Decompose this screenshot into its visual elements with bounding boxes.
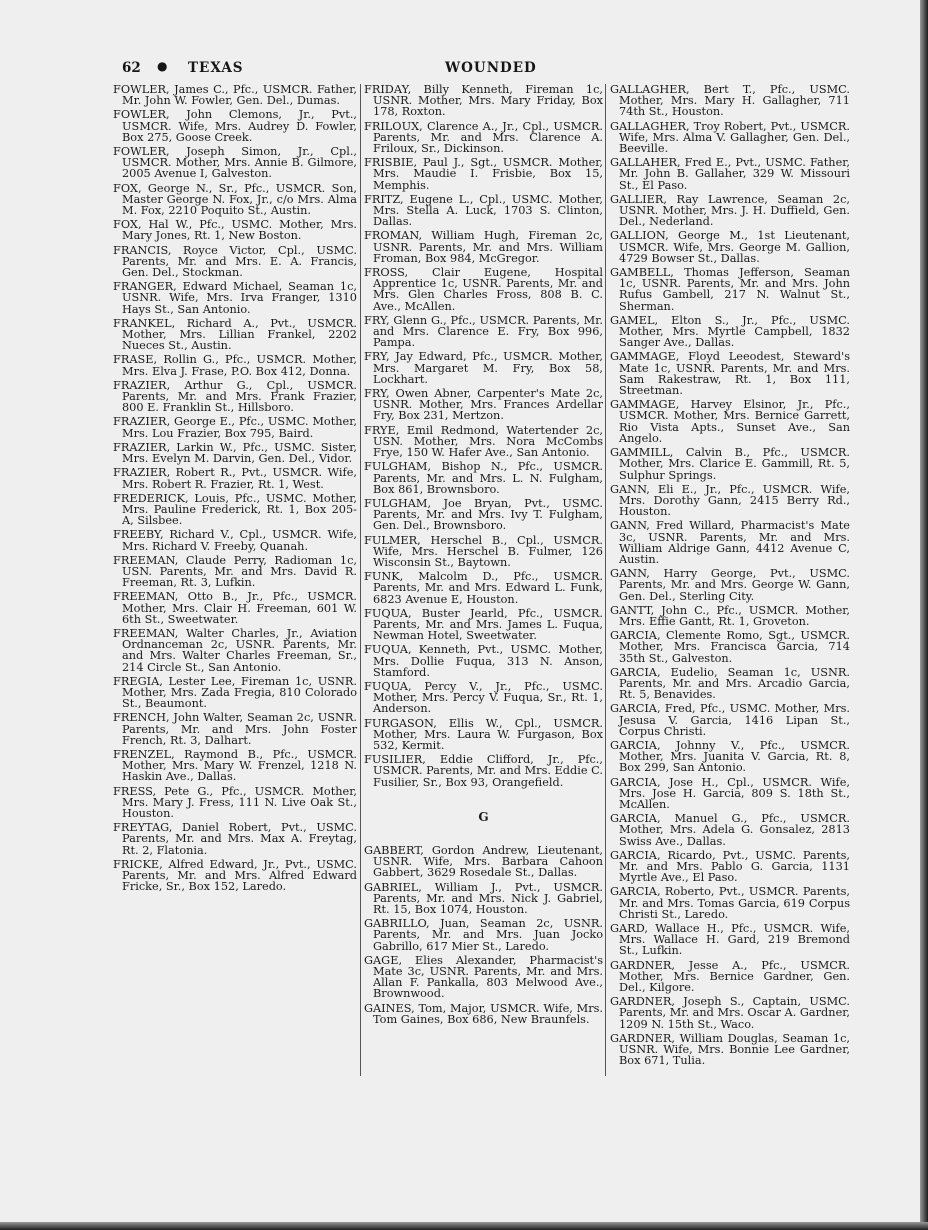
casualty-entry: FUQUA, Kenneth, Pvt., USMC. Mother, Mrs. Dollie Fuqua, 313 N. Anson, Stamford. <box>364 643 603 679</box>
casualty-entry: FRY, Jay Edward, Pfc., USMCR. Mother, Mrs. Margaret M. Fry, Box 58, Lockhart. <box>364 350 603 386</box>
casualty-entry: GAMMAGE, Harvey Elsinor, Jr., Pfc., USMCR. Mother, Mrs. Bernice Garrett, Rio Vista Apts., Sunset Ave., San Angelo. <box>610 398 850 445</box>
casualty-entry: GANN, Harry George, Pvt., USMC. Parents, Mr. and Mrs. George W. Gann, Gen. Del., Sterling City. <box>610 567 850 603</box>
casualty-entry: FROSS, Clair Eugene, Hospital Apprentice 1c, USNR. Parents, Mr. and Mrs. Glen Charles Fross, 808 B. C. Ave., McAllen. <box>364 266 603 313</box>
casualty-entry: FUQUA, Percy V., Jr., Pfc., USMC. Mother, Mrs. Percy V. Fuqua, Sr., Rt. 1, Anderson. <box>364 679 603 716</box>
casualty-entry: FULGHAM, Bishop N., Pfc., USMCR. Parents, Mr. and Mrs. L. N. Fulgham, Box 861, Brownsboro. <box>364 460 603 496</box>
casualty-entry: FRAZIER, Robert R., Pvt., USMCR. Wife, Mrs. Robert R. Frazier, Rt. 1, West. <box>113 466 357 491</box>
casualty-entry: FRY, Owen Abner, Carpenter's Mate 2c, USNR. Mother, Mrs. Frances Ardellar Fry, Box 231, Mertzon. <box>364 387 603 423</box>
casualty-entry: GARCIA, Johnny V., Pfc., USMCR. Mother, Mrs. Juanita V. Garcia, Rt. 8, Box 299, San Antonio. <box>610 738 850 775</box>
column-3 <box>610 84 850 1069</box>
casualty-entry: FRISBIE, Paul J., Sgt., USMCR. Mother, Mrs. Maudie I. Frisbie, Box 15, Memphis. <box>364 156 603 192</box>
casualty-entry: GARCIA, Fred, Pfc., USMC. Mother, Mrs. Jesusa V. Garcia, 1416 Lipan St., Corpus Christi. <box>610 702 850 738</box>
casualty-entry: FRESS, Pete G., Pfc., USMCR. Mother, Mrs. Mary J. Fress, 111 N. Live Oak St., Houston. <box>113 784 357 820</box>
casualty-entry: FREEMAN, Otto B., Jr., Pfc., USMCR. Mother, Mrs. Clair H. Freeman, 601 W. 6th St., Sweetwater. <box>113 590 357 626</box>
casualty-entry: FUNK, Malcolm D., Pfc., USMCR. Parents, Mr. and Mrs. Edward L. Funk, 6823 Avenue E, Houston. <box>364 570 603 606</box>
casualty-entry: GAINES, Tom, Major, USMCR. Wife, Mrs. Tom Gaines, Box 686, New Braunfels. <box>364 1001 603 1026</box>
casualty-entry: FULMER, Herschel B., Cpl., USMCR. Wife, Mrs. Herschel B. Fulmer, 126 Wisconsin St., Baytown. <box>364 533 603 569</box>
column-2 <box>364 84 603 1028</box>
scan-edge <box>0 1222 928 1230</box>
column-divider <box>360 84 361 1076</box>
casualty-entry: FUSILIER, Eddie Clifford, Jr., Pfc., USMCR. Parents, Mr. and Mrs. Eddie C. Fusilier, Sr., Box 93, Orangefield. <box>364 753 603 789</box>
casualty-entry: GALLAGHER, Troy Robert, Pvt., USMCR. Wife, Mrs. Alma V. Gallagher, Gen. Del., Beeville. <box>610 119 850 156</box>
bullet-icon: ● <box>157 59 168 73</box>
casualty-entry: FRAZIER, Larkin W., Pfc., USMC. Sister, Mrs. Evelyn M. Darvin, Gen. Del., Vidor. <box>113 440 357 466</box>
casualty-entry: GARCIA, Manuel G., Pfc., USMCR. Mother, Mrs. Adela G. Gonsalez, 2813 Swiss Ave., Dallas. <box>610 812 850 848</box>
casualty-entry: GALLIER, Ray Lawrence, Seaman 2c, USNR. Mother, Mrs. J. H. Duffield, Gen. Del., Nederland. <box>610 192 850 229</box>
casualty-entry: GARCIA, Eudelio, Seaman 1c, USNR. Parents, Mr. and Mrs. Arcadio Garcia, Rt. 5, Benavides. <box>610 665 850 702</box>
casualty-entry: FRENZEL, Raymond B., Pfc., USMCR. Mother, Mrs. Mary W. Frenzel, 1218 N. Haskin Ave., Dallas. <box>113 747 357 784</box>
casualty-entry: GABBERT, Gordon Andrew, Lieutenant, USNR. Wife, Mrs. Barbara Cahoon Gabbert, 3629 Rosedale St., Dallas. <box>364 843 603 880</box>
casualty-entry: GABRIEL, William J., Pvt., USMCR. Parents, Mr. and Mrs. Nick J. Gabriel, Rt. 15, Box 1074, Houston. <box>364 880 603 916</box>
casualty-entry: FRITZ, Eugene L., Cpl., USMC. Mother, Mrs. Stella A. Luck, 1703 S. Clinton, Dallas. <box>364 192 603 229</box>
casualty-entry: FRAZIER, George E., Pfc., USMC. Mother, Mrs. Lou Frazier, Box 795, Baird. <box>113 415 357 440</box>
casualty-entry: FUQUA, Buster Jearld, Pfc., USMCR. Parents, Mr. and Mrs. James L. Fuqua, Newman Hotel, Sweetwater. <box>364 606 603 643</box>
casualty-entry: GANN, Eli E., Jr., Pfc., USMCR. Wife, Mrs. Dorothy Gann, 2415 Berry Rd., Houston. <box>610 482 850 519</box>
casualty-entry: FRYE, Emil Redmond, Watertender 2c, USN. Mother, Mrs. Nora McCombs Frye, 150 W. Hafer Ave., San Antonio. <box>364 423 603 460</box>
casualty-entry: GARDNER, Joseph S., Captain, USMC. Parents, Mr. and Mrs. Oscar A. Gardner, 1209 N. 15th St., Waco. <box>610 995 850 1031</box>
casualty-entry: FREGIA, Lester Lee, Fireman 1c, USNR. Mother, Mrs. Zada Fregia, 810 Colorado St., Beaumont. <box>113 674 357 711</box>
casualty-entry: GANTT, John C., Pfc., USMCR. Mother, Mrs. Effie Gantt, Rt. 1, Groveton. <box>610 603 850 628</box>
casualty-entry: GANN, Fred Willard, Pharmacist's Mate 3c, USNR. Parents, Mr. and Mrs. William Aldrige Gann, 4412 Avenue C, Austin. <box>610 519 850 566</box>
casualty-entry: FRIDAY, Billy Kenneth, Fireman 1c, USNR. Mother, Mrs. Mary Friday, Box 178, Roxton. <box>364 83 603 119</box>
column-divider <box>605 84 606 1076</box>
casualty-entry: FREEMAN, Claude Perry, Radioman 1c, USN. Parents, Mr. and Mrs. David R. Freeman, Rt. 3, Lufkin. <box>113 553 357 590</box>
column-1 <box>113 84 357 895</box>
casualty-entry: GARD, Wallace H., Pfc., USMCR. Wife, Mrs. Wallace H. Gard, 219 Bremond St., Lufkin. <box>610 922 850 958</box>
casualty-entry: GARDNER, William Douglas, Seaman 1c, USNR. Wife, Mrs. Bonnie Lee Gardner, Box 671, Tulia. <box>610 1031 850 1068</box>
casualty-entry: FREDERICK, Louis, Pfc., USMC. Mother, Mrs. Pauline Frederick, Rt. 1, Box 205-A, Silsbee. <box>113 491 357 528</box>
page-number: 62 <box>122 60 141 76</box>
section-title: WOUNDED <box>445 60 537 76</box>
casualty-entry: GALLAHER, Fred E., Pvt., USMC. Father, Mr. John B. Gallaher, 329 W. Missouri St., El Paso. <box>610 156 850 192</box>
casualty-entry: GARCIA, Ricardo, Pvt., USMC. Parents, Mr. and Mrs. Pablo G. Garcia, 1131 Myrtle Ave., El Paso. <box>610 848 850 885</box>
casualty-entry: FURGASON, Ellis W., Cpl., USMCR. Mother, Mrs. Laura W. Furgason, Box 532, Kermit. <box>364 716 603 752</box>
casualty-entry: GALLAGHER, Bert T., Pfc., USMC. Mother, Mrs. Mary H. Gallagher, 711 74th St., Houston. <box>610 83 850 119</box>
casualty-entry: FRASE, Rollin G., Pfc., USMCR. Mother, Mrs. Elva J. Frase, P.O. Box 412, Donna. <box>113 353 357 378</box>
casualty-entry: FRICKE, Alfred Edward, Jr., Pvt., USMC. Parents, Mr. and Mrs. Alfred Edward Fricke, Sr., Box 152, Laredo. <box>113 857 357 894</box>
casualty-entry: GARCIA, Jose H., Cpl., USMCR. Wife, Mrs. Jose H. Garcia, 809 S. 18th St., McAllen. <box>610 775 850 811</box>
casualty-entry: FULGHAM, Joe Bryan, Pvt., USMC. Parents, Mr. and Mrs. Ivy T. Fulgham, Gen. Del., Brownsboro. <box>364 496 603 533</box>
casualty-entry: FOX, Hal W., Pfc., USMC. Mother, Mrs. Mary Jones, Rt. 1, New Boston. <box>113 218 357 243</box>
casualty-entry: FREYTAG, Daniel Robert, Pvt., USMC. Parents, Mr. and Mrs. Max A. Freytag, Rt. 2, Flatonia. <box>113 821 357 857</box>
scan-edge <box>920 0 928 1230</box>
casualty-entry: FRANKEL, Richard A., Pvt., USMCR. Mother, Mrs. Lillian Frankel, 2202 Nueces St., Austin. <box>113 316 357 353</box>
casualty-entry: GALLION, George M., 1st Lieutenant, USMCR. Wife, Mrs. George M. Gallion, 4729 Bowser St., Dallas. <box>610 229 850 265</box>
casualty-entry: FRY, Glenn G., Pfc., USMCR. Parents, Mr. and Mrs. Clarence E. Fry, Box 996, Pampa. <box>364 313 603 350</box>
section-letter-heading: G <box>478 809 489 824</box>
casualty-entry: FOWLER, James C., Pfc., USMCR. Father, Mr. John W. Fowler, Gen. Del., Dumas. <box>113 83 357 108</box>
casualty-entry: FRANGER, Edward Michael, Seaman 1c, USNR. Wife, Mrs. Irva Franger, 1310 Hays St., San Antonio. <box>113 280 357 316</box>
casualty-entry: GARCIA, Clemente Romo, Sgt., USMCR. Mother, Mrs. Francisca Garcia, 714 35th St., Galveston. <box>610 629 850 665</box>
casualty-entry: FRANCIS, Royce Victor, Cpl., USMC. Parents, Mr. and Mrs. E. A. Francis, Gen. Del., Stockman. <box>113 243 357 280</box>
casualty-entry: FRILOUX, Clarence A., Jr., Cpl., USMCR. Parents, Mr. and Mrs. Clarence A. Friloux, Sr., Dickinson. <box>364 119 603 156</box>
casualty-entry: FREEMAN, Walter Charles, Jr., Aviation Ordnanceman 2c, USNR. Parents, Mr. and Mrs. Walter Charles Freeman, Sr., 214 Circle St., San Antonio. <box>113 626 357 674</box>
casualty-entry: GAMEL, Elton S., Jr., Pfc., USMC. Mother, Mrs. Myrtle Campbell, 1832 Sanger Ave., Dallas. <box>610 313 850 350</box>
casualty-entry: FRAZIER, Arthur G., Cpl., USMCR. Parents, Mr. and Mrs. Frank Frazier, 800 E. Franklin St., Hillsboro. <box>113 378 357 415</box>
casualty-entry: GAMMAGE, Floyd Leeodest, Steward's Mate 1c, USNR. Parents, Mr. and Mrs. Sam Rakestraw, Rt. 1, Box 111, Streetman. <box>610 350 850 398</box>
casualty-entry: GABRILLO, Juan, Seaman 2c, USNR. Parents, Mr. and Mrs. Juan Jocko Gabrillo, 617 Mier St., Laredo. <box>364 917 603 953</box>
casualty-entry: GAGE, Elies Alexander, Pharmacist's Mate 3c, USNR. Parents, Mr. and Mrs. Allan F. Pankalla, 803 Melwood Ave., Brownwood. <box>364 953 603 1001</box>
casualty-entry: GAMMILL, Calvin B., Pfc., USMCR. Mother, Mrs. Clarice E. Gammill, Rt. 5, Sulphur Springs. <box>610 446 850 482</box>
page-header <box>122 60 850 80</box>
state-title: TEXAS <box>188 60 244 76</box>
casualty-entry: FOX, George N., Sr., Pfc., USMCR. Son, Master George N. Fox, Jr., c/o Mrs. Alma M. Fox, 2210 Poquito St., Austin. <box>113 181 357 218</box>
casualty-entry: FREEBY, Richard V., Cpl., USMCR. Wife, Mrs. Richard V. Freeby, Quanah. <box>113 528 357 553</box>
casualty-entry: FROMAN, William Hugh, Fireman 2c, USNR. Parents, Mr. and Mrs. William Froman, Box 984, McGregor. <box>364 229 603 265</box>
casualty-entry: GARCIA, Roberto, Pvt., USMCR. Parents, Mr. and Mrs. Tomas Garcia, 619 Corpus Christi St., Laredo. <box>610 885 850 921</box>
casualty-entry: FRENCH, John Walter, Seaman 2c, USNR. Parents, Mr. and Mrs. John Foster French, Rt. 3, Dalhart. <box>113 711 357 747</box>
casualty-entry: GAMBELL, Thomas Jefferson, Seaman 1c, USNR. Parents, Mr. and Mrs. John Rufus Gambell, 217 N. Walnut St., Sherman. <box>610 266 850 313</box>
casualty-entry: GARDNER, Jesse A., Pfc., USMCR. Mother, Mrs. Bernice Gardner, Gen. Del., Kilgore. <box>610 958 850 995</box>
casualty-entry: FOWLER, Joseph Simon, Jr., Cpl., USMCR. Mother, Mrs. Annie B. Gilmore, 2005 Avenue I, Galveston. <box>113 145 357 181</box>
casualty-entry: FOWLER, John Clemons, Jr., Pvt., USMCR. Wife, Mrs. Audrey D. Fowler, Box 275, Goose Creek. <box>113 108 357 144</box>
